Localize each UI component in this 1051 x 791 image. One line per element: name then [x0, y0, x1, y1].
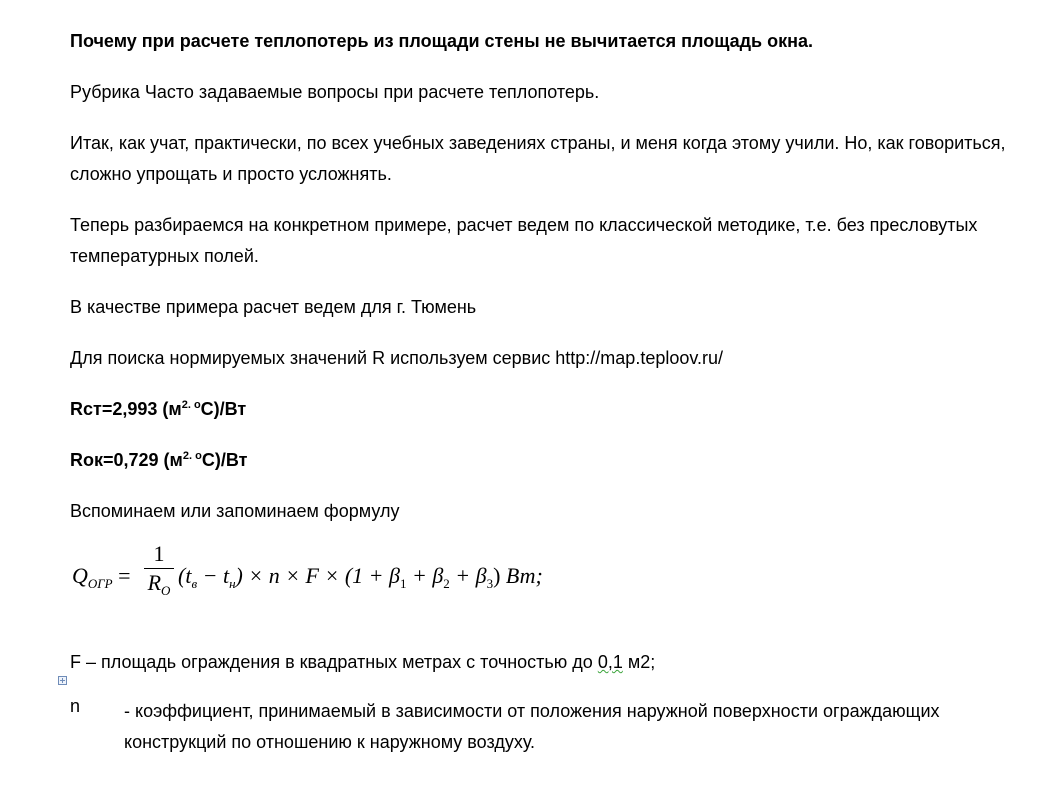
formula-lhs: $Q_{ОГР}$ = — [72, 563, 131, 591]
paragraph-formula-intro: Вспоминаем или запоминаем формулу — [70, 501, 400, 521]
list-marker: n — [70, 696, 81, 716]
paragraph-city: В качестве примера расчет ведем для г. Тюмень — [70, 297, 477, 317]
rubric-line: Рубрика Часто задаваемые вопросы при расчете теплопотерь. — [70, 82, 600, 102]
list-item-text: - коэффициент, принимаемый в зависимости от положения наружной поверхности ограждающих конструкций по отношению к наружному воздуху. — [124, 701, 940, 752]
paragraph-example: Теперь разбираемся на конкретном примере, расчет ведем по классической методике, т.е. без пресловутых температурных полей. — [70, 215, 978, 266]
table-anchor-icon[interactable] — [58, 676, 67, 685]
formula-rhs: $(t_в - t_н) \times n \times F \times (1 + \beta_1 + \beta_2 + \beta_3)$ Вт; — [178, 563, 543, 591]
document-title: Почему при расчете теплопотерь из площади стены не вычитается площадь окна. — [70, 31, 813, 51]
r-wall-value: Rст=2,993 ($м^{2.}$ $^о$С)/Вт — [70, 399, 247, 419]
definition-f: F – площадь ограждения в квадратных метрах с точностью до 0,1 м2; — [70, 652, 656, 672]
formula-fraction: 1 $R_O$ — [144, 541, 174, 604]
document-body — [70, 26, 1020, 758]
paragraph-intro: Итак, как учат, практически, по всех учебных заведениях страны, и меня когда этому учили. Но, как говориться, сложно упрощать и просто усложнять. — [70, 133, 1006, 184]
paragraph-service: Для поиска нормируемых значений R используем сервис http://map.teploov.ru/ — [70, 348, 724, 368]
spellcheck-squiggle: 0,1 — [597, 652, 623, 672]
r-window-value: Rок=0,729 ($м^{2.}$ $^о$С)/Вт — [70, 450, 248, 470]
list-item — [70, 696, 1020, 758]
heat-loss-formula — [70, 541, 1020, 623]
